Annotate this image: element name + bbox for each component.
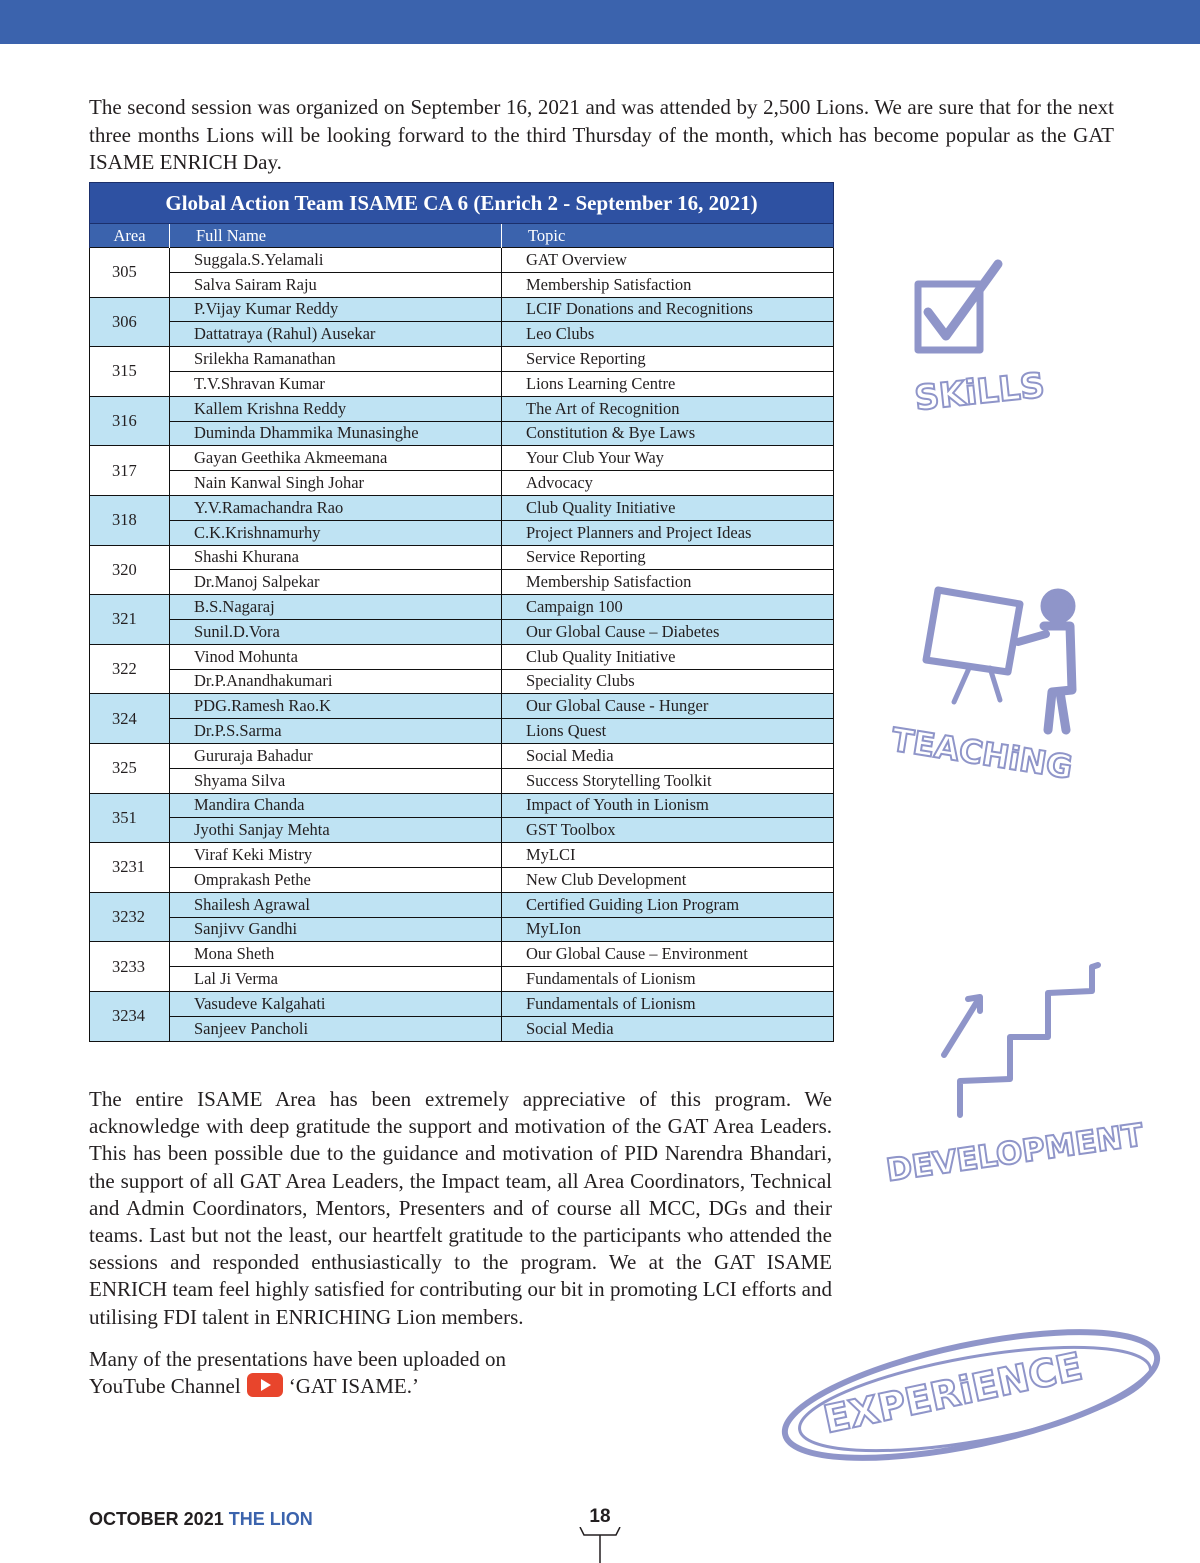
table-row [90, 991, 834, 1016]
whiteboard-icon [926, 590, 1020, 672]
area-cell: 3232 [90, 892, 170, 942]
table-row [90, 371, 834, 396]
topic-cell: Campaign 100 [502, 595, 834, 620]
header-topic: Topic [502, 224, 834, 248]
name-cell: Gururaja Bahadur [170, 743, 502, 768]
name-cell: Shyama Silva [170, 768, 502, 793]
topic-cell: Membership Satisfaction [502, 272, 834, 297]
stairs-icon [960, 965, 1098, 1115]
topic-cell: Success Storytelling Toolkit [502, 768, 834, 793]
name-cell: Sunil.D.Vora [170, 619, 502, 644]
topic-cell: Constitution & Bye Laws [502, 421, 834, 446]
name-cell: Shailesh Agrawal [170, 892, 502, 917]
name-cell: Salva Sairam Raju [170, 272, 502, 297]
table-row [90, 520, 834, 545]
table-body [90, 248, 834, 1042]
topic-cell: MyLCI [502, 843, 834, 868]
table-row [90, 545, 834, 570]
name-cell: Y.V.Ramachandra Rao [170, 495, 502, 520]
area-cell: 3233 [90, 942, 170, 992]
table-row [90, 322, 834, 347]
name-cell: Shashi Khurana [170, 545, 502, 570]
name-cell: Dr.P.S.Sarma [170, 719, 502, 744]
table-row [90, 396, 834, 421]
skills-illustration [880, 250, 1080, 420]
topic-cell: Club Quality Initiative [502, 644, 834, 669]
table-row [90, 421, 834, 446]
area-cell: 325 [90, 743, 170, 793]
name-cell: P.Vijay Kumar Reddy [170, 297, 502, 322]
page-number: 18 [589, 1506, 611, 1527]
topic-cell: Our Global Cause - Hunger [502, 694, 834, 719]
topic-cell: Fundamentals of Lionism [502, 991, 834, 1016]
development-illustration [880, 955, 1180, 1195]
name-cell: Vasudeve Kalgahati [170, 991, 502, 1016]
closing-paragraph: The entire ISAME Area has been extremely appreciative of this program. We acknowledge with deep gratitude the support and motivation of the GAT Area Leaders. This has been possible due to the guidance and motivation of PID Narendra Bhandari, the support of all GAT Area Leaders, the Impact team, all Area Coordinators, Technical and Admin Coordinators, Mentors, Presenters and of course all MCC, DGs and their teams. Last but not the least, our heartfelt gratitude to the participants who attended the sessions and responded enthusiastically to the program. We at the GAT ISAME ENRICH team feel highly satisfied for contributing our bit in promoting LCI efforts and utilising FDI talent in ENRICHING Lion members. [89, 1087, 832, 1329]
table-row [90, 644, 834, 669]
area-cell: 316 [90, 396, 170, 446]
name-cell: Gayan Geethika Akmeemana [170, 446, 502, 471]
area-cell: 317 [90, 446, 170, 496]
table-row [90, 942, 834, 967]
name-cell: Sanjivv Gandhi [170, 917, 502, 942]
table-row [90, 694, 834, 719]
name-cell: Mandira Chanda [170, 793, 502, 818]
table-row [90, 967, 834, 992]
intro-paragraph: The second session was organized on September 16, 2021 and was attended by 2,500 Lions. We are sure that for the next three months Lions will be looking forward to the third Thursday of the month, which has become popular as the GAT ISAME ENRICH Day. [89, 95, 1114, 174]
name-cell: Dattatraya (Rahul) Ausekar [170, 322, 502, 347]
name-cell: Srilekha Ramanathan [170, 347, 502, 372]
area-cell: 321 [90, 595, 170, 645]
table-row [90, 471, 834, 496]
topic-cell: Our Global Cause – Environment [502, 942, 834, 967]
topic-cell: Speciality Clubs [502, 669, 834, 694]
name-cell: Dr.P.Anandhakumari [170, 669, 502, 694]
table-caption: Global Action Team ISAME CA 6 (Enrich 2 - September 16, 2021) [90, 183, 834, 224]
topic-cell: Your Club Your Way [502, 446, 834, 471]
table-row [90, 917, 834, 942]
checkmark-icon [928, 264, 998, 336]
table-row [90, 297, 834, 322]
topic-cell: Impact of Youth in Lionism [502, 793, 834, 818]
name-cell: Jyothi Sanjay Mehta [170, 818, 502, 843]
table-header-row [90, 224, 834, 248]
name-cell: Suggala.S.Yelamali [170, 248, 502, 273]
topic-cell: GST Toolbox [502, 818, 834, 843]
topic-cell: Social Media [502, 743, 834, 768]
topic-cell: Social Media [502, 1016, 834, 1041]
arrow-up-icon [944, 997, 980, 1055]
youtube-play-icon[interactable] [247, 1373, 283, 1397]
page-number-bracket [578, 1527, 622, 1563]
pointing-arm-icon [1018, 634, 1046, 642]
name-cell: PDG.Ramesh Rao.K [170, 694, 502, 719]
name-cell: B.S.Nagaraj [170, 595, 502, 620]
name-cell: Viraf Keki Mistry [170, 843, 502, 868]
header-area: Area [90, 224, 170, 248]
topic-cell: Fundamentals of Lionism [502, 967, 834, 992]
area-cell: 324 [90, 694, 170, 744]
area-cell: 320 [90, 545, 170, 595]
name-cell: Lal Ji Verma [170, 967, 502, 992]
name-cell: Duminda Dhammika Munasinghe [170, 421, 502, 446]
topic-cell: GAT Overview [502, 248, 834, 273]
table-row [90, 495, 834, 520]
table-row [90, 843, 834, 868]
name-cell: Omprakash Pethe [170, 867, 502, 892]
area-cell: 318 [90, 495, 170, 545]
topic-cell: New Club Development [502, 867, 834, 892]
table-row [90, 669, 834, 694]
top-color-band [0, 0, 1200, 44]
table-row [90, 1016, 834, 1041]
topic-cell: LCIF Donations and Recognitions [502, 297, 834, 322]
topic-cell: Service Reporting [502, 347, 834, 372]
area-cell: 305 [90, 248, 170, 298]
speakers-table-container [89, 182, 833, 1042]
topic-cell: Lions Learning Centre [502, 371, 834, 396]
youtube-channel-name[interactable]: ‘GAT ISAME.’ [288, 1374, 419, 1398]
footer-issue [89, 1509, 313, 1530]
teaching-illustration [880, 580, 1100, 810]
table-row [90, 793, 834, 818]
table-row [90, 595, 834, 620]
name-cell: Kallem Krishna Reddy [170, 396, 502, 421]
name-cell: T.V.Shravan Kumar [170, 371, 502, 396]
footer-magazine: THE LION [228, 1509, 313, 1529]
teaching-label: TEACHiNG [888, 720, 1076, 787]
topic-cell: The Art of Recognition [502, 396, 834, 421]
name-cell: Mona Sheth [170, 942, 502, 967]
topic-cell: Our Global Cause – Diabetes [502, 619, 834, 644]
table-row [90, 818, 834, 843]
table-row [90, 570, 834, 595]
area-cell: 306 [90, 297, 170, 347]
name-cell: Nain Kanwal Singh Johar [170, 471, 502, 496]
youtube-note [89, 1346, 609, 1400]
topic-cell: Certified Guiding Lion Program [502, 892, 834, 917]
area-cell: 3234 [90, 991, 170, 1041]
area-cell: 351 [90, 793, 170, 843]
area-cell: 3231 [90, 843, 170, 893]
topic-cell: MyLIon [502, 917, 834, 942]
youtube-note-prefix: YouTube Channel [89, 1374, 241, 1398]
skills-label: SKiLLS [912, 365, 1047, 419]
table-row [90, 248, 834, 273]
experience-illustration [775, 1325, 1170, 1475]
area-cell: 315 [90, 347, 170, 397]
topic-cell: Service Reporting [502, 545, 834, 570]
topic-cell: Lions Quest [502, 719, 834, 744]
name-cell: Sanjeev Pancholi [170, 1016, 502, 1041]
table-row [90, 719, 834, 744]
topic-cell: Advocacy [502, 471, 834, 496]
topic-cell: Project Planners and Project Ideas [502, 520, 834, 545]
table-row [90, 892, 834, 917]
table-row [90, 347, 834, 372]
header-full-name: Full Name [170, 224, 502, 248]
area-cell: 322 [90, 644, 170, 694]
table-row [90, 867, 834, 892]
table-row [90, 768, 834, 793]
topic-cell: Leo Clubs [502, 322, 834, 347]
name-cell: Dr.Manoj Salpekar [170, 570, 502, 595]
name-cell: Vinod Mohunta [170, 644, 502, 669]
footer-month: OCTOBER 2021 [89, 1509, 224, 1529]
table-row [90, 743, 834, 768]
topic-cell: Club Quality Initiative [502, 495, 834, 520]
table-row [90, 446, 834, 471]
experience-label: EXPERiENCE [819, 1344, 1087, 1442]
speakers-table [89, 182, 834, 1042]
topic-cell: Membership Satisfaction [502, 570, 834, 595]
name-cell: C.K.Krishnamurhy [170, 520, 502, 545]
table-row [90, 272, 834, 297]
development-label: DEVELOPMENT [884, 1117, 1146, 1189]
youtube-note-line1: Many of the presentations have been uploaded on [89, 1347, 506, 1371]
table-row [90, 619, 834, 644]
